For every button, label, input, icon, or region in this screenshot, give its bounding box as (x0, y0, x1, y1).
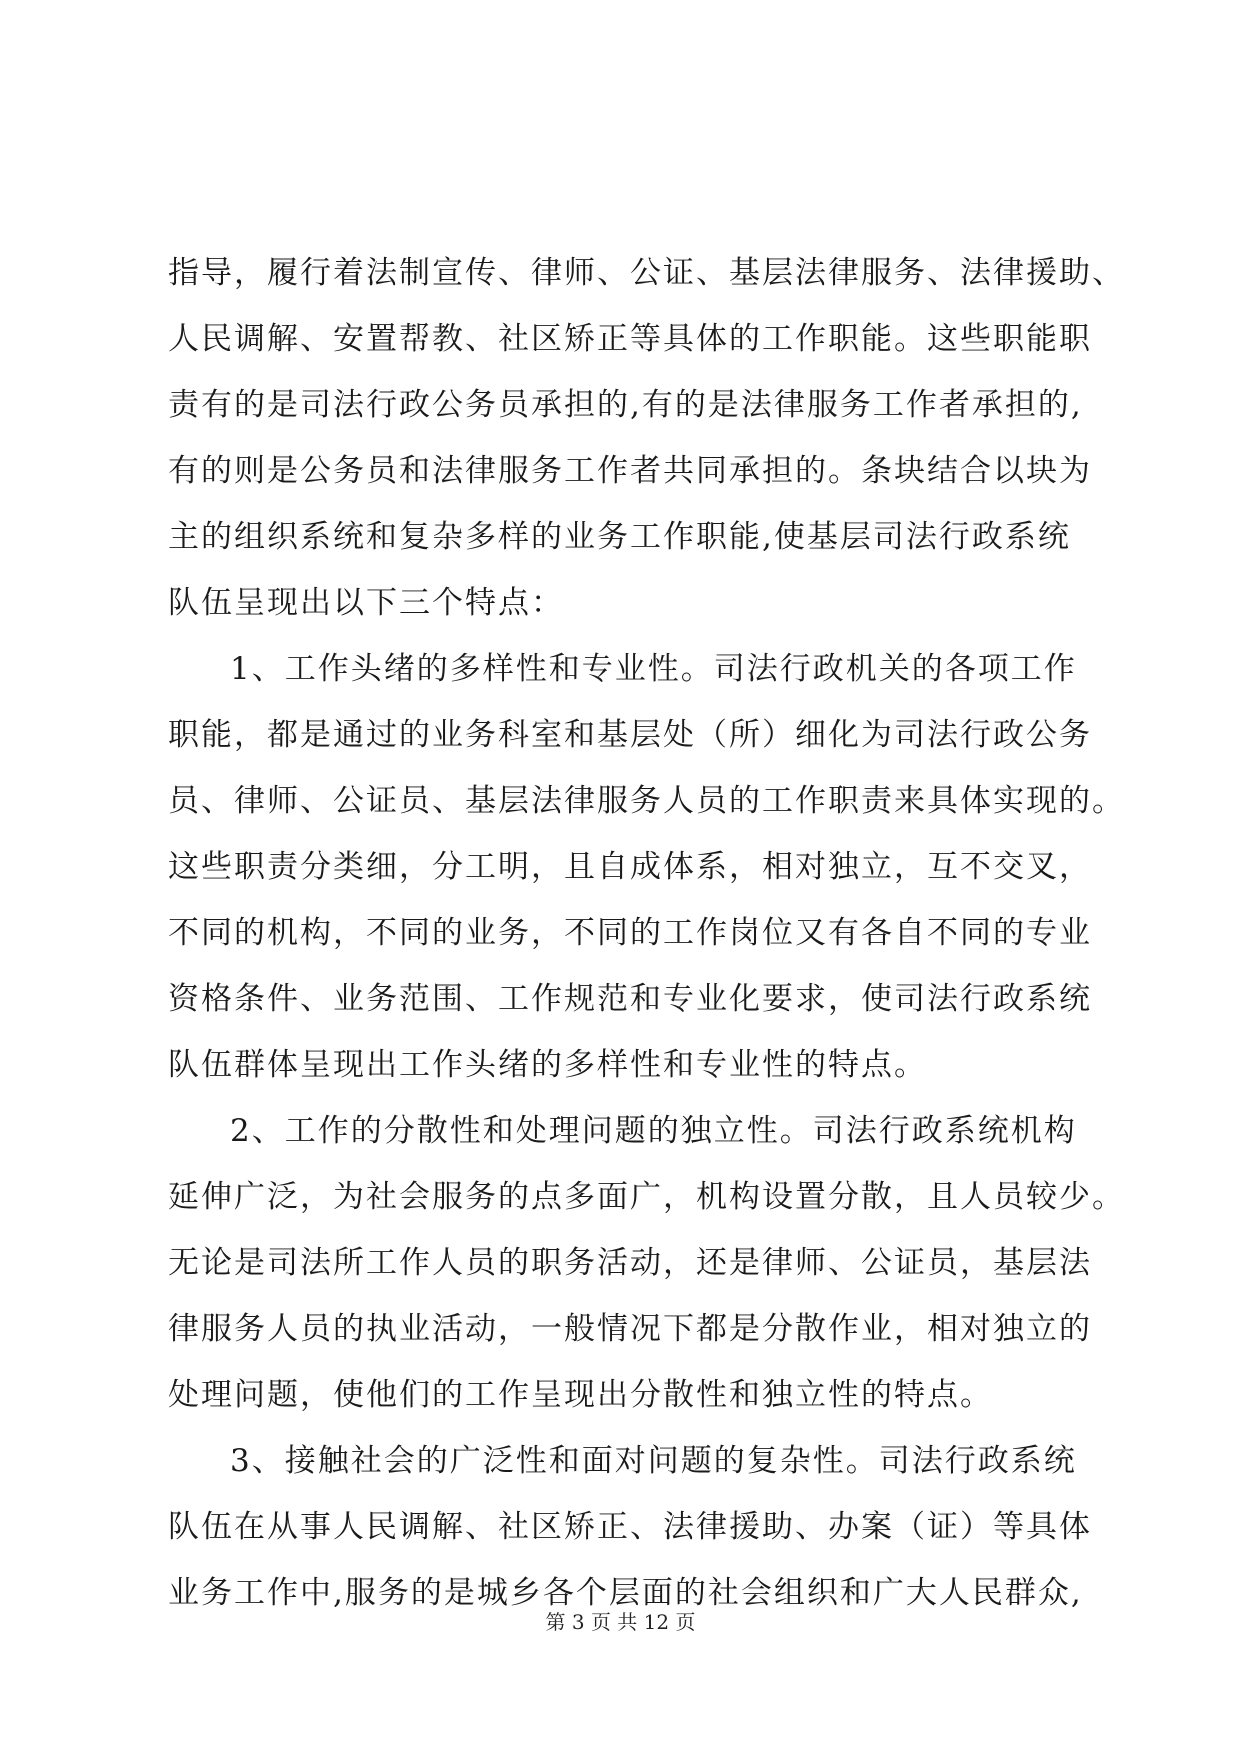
text-line: 律服务人员的执业活动，一般情况下都是分散作业，相对独立的 (168, 1311, 1092, 1347)
text-line: 队伍在从事人民调解、社区矫正、法律援助、办案（证）等具体 (168, 1509, 1092, 1545)
text-line: 指导，履行着法制宣传、律师、公证、基层法律服务、法律援助、 (168, 255, 1125, 291)
text-line: 资格条件、业务范围、工作规范和专业化要求，使司法行政系统 (168, 981, 1092, 1017)
body-text (168, 240, 1125, 1626)
text-line: 员、律师、公证员、基层法律服务人员的工作职责来具体实现的。 (168, 783, 1125, 819)
text-line: 3、接触社会的广泛性和面对问题的复杂性。司法行政系统 (230, 1443, 1077, 1479)
text-line: 业务工作中,服务的是城乡各个层面的社会组织和广大人民群众, (168, 1575, 1083, 1611)
text-line: 这些职责分类细，分工明，且自成体系，相对独立，互不交叉， (168, 849, 1092, 885)
text-line: 不同的机构，不同的业务，不同的工作岗位又有各自不同的专业 (168, 915, 1092, 951)
page-footer: 第 3 页 共 12 页 (545, 1610, 696, 1634)
text-line: 处理问题，使他们的工作呈现出分散性和独立性的特点。 (168, 1377, 993, 1413)
text-line: 人民调解、安置帮教、社区矫正等具体的工作职能。这些职能职 (168, 321, 1092, 357)
text-line: 2、工作的分散性和处理问题的独立性。司法行政系统机构 (230, 1113, 1077, 1149)
text-line: 队伍呈现出以下三个特点： (168, 585, 564, 621)
text-line: 延伸广泛，为社会服务的点多面广，机构设置分散，且人员较少。 (168, 1179, 1125, 1215)
text-line: 队伍群体呈现出工作头绪的多样性和专业性的特点。 (168, 1047, 927, 1083)
text-line: 责有的是司法行政公务员承担的,有的是法律服务工作者承担的, (168, 387, 1083, 423)
text-line: 有的则是公务员和法律服务工作者共同承担的。条块结合以块为 (168, 453, 1092, 489)
text-line: 职能，都是通过的业务科室和基层处（所）细化为司法行政公务 (168, 717, 1092, 753)
text-line: 主的组织系统和复杂多样的业务工作职能,使基层司法行政系统 (168, 519, 1071, 555)
text-line: 1、工作头绪的多样性和专业性。司法行政机关的各项工作 (230, 651, 1077, 687)
text-line: 无论是司法所工作人员的职务活动，还是律师、公证员，基层法 (168, 1245, 1092, 1281)
